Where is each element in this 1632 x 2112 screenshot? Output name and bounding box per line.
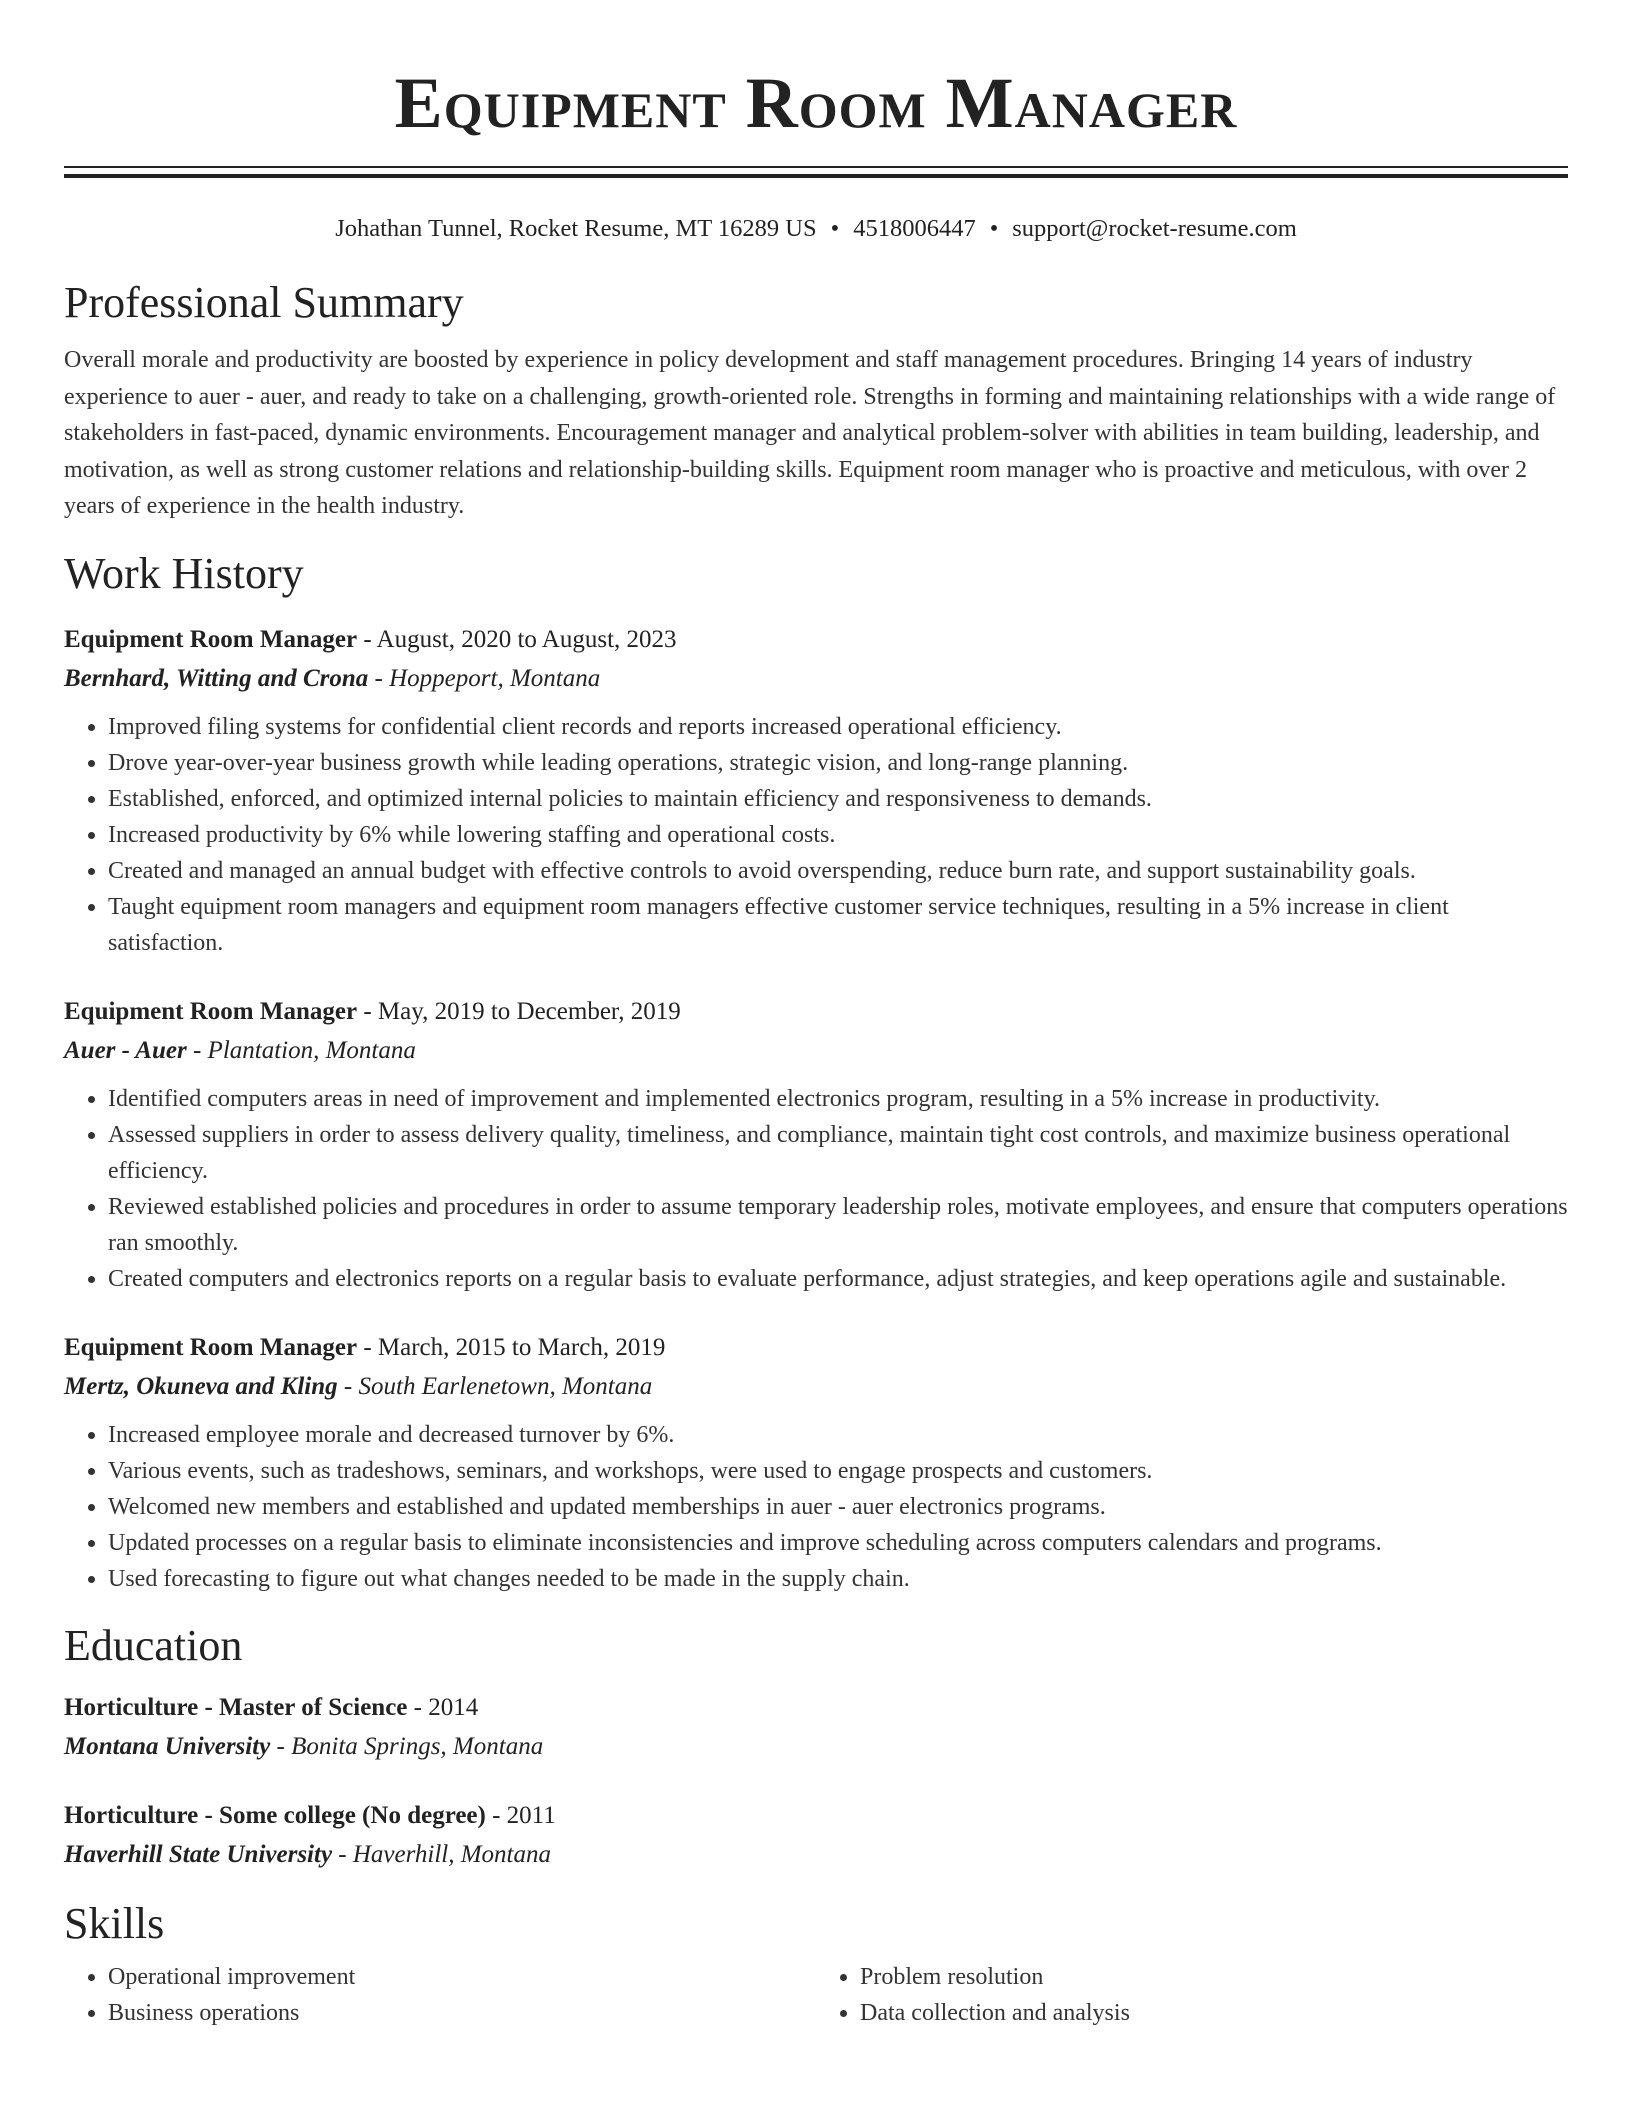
list-item: • Created computers and electronics reports on a regular basis to evaluate performance, adjust strategies, and keep operations agile and sustainable. xyxy=(108,1261,1568,1297)
job-entry xyxy=(64,993,1568,1297)
skill-item: • Data collection and analysis xyxy=(860,1995,1568,2031)
list-item: • Taught equipment room managers and equipment room managers effective customer service techniques, resulting in a 5% increase in client satisfaction. xyxy=(108,889,1568,961)
list-item: • Used forecasting to figure out what changes needed to be made in the supply chain. xyxy=(108,1561,1568,1597)
school: Montana University xyxy=(64,1732,271,1760)
job-title-line xyxy=(64,1329,1568,1367)
skill-item: • Business operations xyxy=(108,1995,816,2031)
degree: Horticulture - Some college (No degree) xyxy=(64,1801,486,1829)
work-history-heading: Work History xyxy=(64,548,304,598)
list-item: • Increased employee morale and decreased turnover by 6%. xyxy=(108,1417,1568,1453)
degree: Horticulture - Master of Science xyxy=(64,1693,408,1721)
job-location: - South Earlenetown, Montana xyxy=(337,1372,653,1400)
degree-year: - 2014 xyxy=(407,1693,479,1721)
contact-phone: 4518006447 xyxy=(853,215,976,242)
contact-separator: • xyxy=(989,215,999,242)
list-item: • Created and managed an annual budget with effective controls to avoid overspending, reduce burn rate, and support sustainability goals. xyxy=(108,853,1568,889)
job-bullets xyxy=(64,709,1568,961)
list-item: • Established, enforced, and optimized internal policies to maintain efficiency and responsiveness to demands. xyxy=(108,781,1568,817)
resume-page xyxy=(64,0,1568,2031)
job-bullets xyxy=(64,1417,1568,1597)
list-item: • Various events, such as tradeshows, seminars, and workshops, were used to engage prospects and customers. xyxy=(108,1453,1568,1489)
resume-title: Equipment Room Manager xyxy=(394,63,1238,143)
job-entry xyxy=(64,1329,1568,1597)
degree-year: - 2011 xyxy=(485,1801,556,1829)
skills-grid xyxy=(64,1959,1568,2031)
education-entry xyxy=(64,1797,1568,1875)
summary-heading: Professional Summary xyxy=(64,278,464,327)
contact-separator: • xyxy=(830,215,840,242)
school-location: - Bonita Springs, Montana xyxy=(270,1732,544,1760)
school-line xyxy=(64,1727,1568,1767)
list-item: • Assessed suppliers in order to assess delivery quality, timeliness, and compliance, maintain tight cost controls, and maximize business operational efficiency. xyxy=(108,1117,1568,1189)
job-company-line xyxy=(64,1031,1568,1071)
education-heading: Education xyxy=(64,1620,243,1670)
education-entry xyxy=(64,1689,1568,1767)
list-item: • Identified computers areas in need of improvement and implemented electronics program, resulting in a 5% increase in productivity. xyxy=(108,1081,1568,1117)
contact-address: Johathan Tunnel, Rocket Resume, MT 16289 US xyxy=(335,215,817,242)
title-divider-thin xyxy=(64,166,1568,168)
skills-column-right xyxy=(816,1959,1568,2031)
job-company: Auer - Auer xyxy=(64,1036,187,1064)
contact-email: support@rocket-resume.com xyxy=(1012,215,1297,242)
job-dates: - May, 2019 to December, 2019 xyxy=(357,997,681,1025)
list-item: • Improved filing systems for confidential client records and reports increased operational efficiency. xyxy=(108,709,1568,745)
degree-line xyxy=(64,1689,1568,1727)
school-line xyxy=(64,1835,1568,1875)
job-title-line xyxy=(64,993,1568,1031)
job-location: - Plantation, Montana xyxy=(186,1036,416,1064)
list-item: • Welcomed new members and established and updated memberships in auer - auer electronics programs. xyxy=(108,1489,1568,1525)
title-divider-thick xyxy=(64,174,1568,178)
job-dates: - March, 2015 to March, 2019 xyxy=(357,1333,666,1361)
job-location: - Hoppeport, Montana xyxy=(368,664,601,692)
degree-line xyxy=(64,1797,1568,1835)
job-company-line xyxy=(64,1367,1568,1407)
job-title: Equipment Room Manager xyxy=(64,997,358,1025)
skill-item: • Operational improvement xyxy=(108,1959,816,1995)
skills-heading: Skills xyxy=(64,1898,165,1948)
list-item: • Drove year-over-year business growth while leading operations, strategic vision, and long-range planning. xyxy=(108,745,1568,781)
list-item: • Reviewed established policies and procedures in order to assume temporary leadership roles, motivate employees, and ensure that computers operations ran smoothly. xyxy=(108,1189,1568,1261)
skills-column-left xyxy=(64,1959,816,2031)
list-item: • Increased productivity by 6% while lowering staffing and operational costs. xyxy=(108,817,1568,853)
job-title-line xyxy=(64,621,1568,659)
school-location: - Haverhill, Montana xyxy=(332,1840,552,1868)
job-title: Equipment Room Manager xyxy=(64,1333,358,1361)
job-company: Bernhard, Witting and Crona xyxy=(64,664,369,692)
job-title: Equipment Room Manager xyxy=(64,625,358,653)
job-dates: - August, 2020 to August, 2023 xyxy=(357,625,677,653)
skill-item: • Problem resolution xyxy=(860,1959,1568,1995)
job-bullets xyxy=(64,1081,1568,1297)
school: Haverhill State University xyxy=(64,1840,333,1868)
job-company: Mertz, Okuneva and Kling xyxy=(64,1372,338,1400)
job-company-line xyxy=(64,659,1568,699)
list-item: • Updated processes on a regular basis to eliminate inconsistencies and improve scheduling across computers calendars and programs. xyxy=(108,1525,1568,1561)
contact-line xyxy=(64,212,1568,246)
job-entry xyxy=(64,621,1568,961)
summary-text: Overall morale and productivity are boosted by experience in policy development and staff management procedures. Bringing 14 years of industry experience to auer - auer, and ready to take on a challenging, growth-oriented role. Strengths in forming and maintaining relationships with a wide range of stakeholders in fast-paced, dynamic environments. Encouragement manager and analytical problem-solver with abilities in team building, leadership, and motivation, as well as strong customer relations and relationship-building skills. Equipment room manager who is proactive and meticulous, with over 2 years of experience in the health industry. xyxy=(64,347,1556,519)
